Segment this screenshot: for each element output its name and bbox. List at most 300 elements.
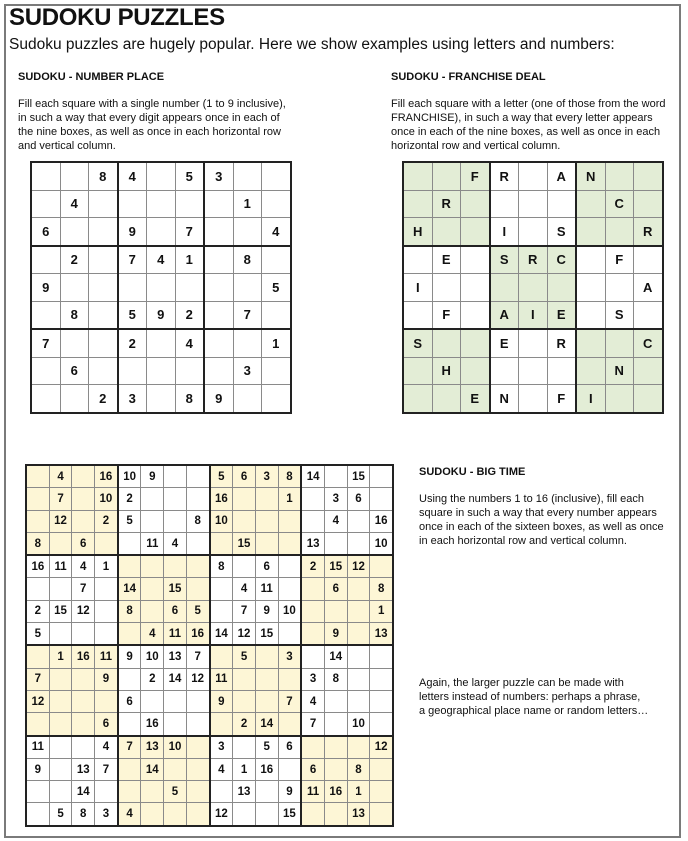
empty-cell[interactable]	[301, 645, 324, 668]
given-cell[interactable]: 9	[31, 274, 60, 302]
empty-cell[interactable]	[141, 781, 164, 803]
empty-cell[interactable]	[233, 668, 256, 690]
empty-cell[interactable]	[31, 357, 60, 385]
given-cell[interactable]: 14	[210, 623, 233, 646]
empty-cell[interactable]	[49, 736, 72, 759]
empty-cell[interactable]	[255, 645, 278, 668]
given-cell[interactable]: 14	[141, 758, 164, 780]
given-cell[interactable]: 14	[255, 713, 278, 736]
empty-cell[interactable]	[89, 218, 118, 246]
empty-cell[interactable]	[461, 357, 490, 385]
empty-cell[interactable]	[262, 385, 291, 413]
empty-cell[interactable]	[605, 385, 634, 413]
given-cell[interactable]: 16	[210, 488, 233, 510]
empty-cell[interactable]	[186, 555, 209, 578]
given-cell[interactable]: N	[490, 385, 519, 413]
empty-cell[interactable]	[370, 781, 393, 803]
given-cell[interactable]: 10	[210, 510, 233, 532]
given-cell[interactable]: 11	[210, 668, 233, 690]
given-cell[interactable]: E	[547, 301, 576, 329]
given-cell[interactable]: 4	[301, 690, 324, 712]
given-cell[interactable]: 13	[233, 781, 256, 803]
empty-cell[interactable]	[31, 190, 60, 218]
given-cell[interactable]: 8	[60, 301, 89, 329]
empty-cell[interactable]	[26, 713, 49, 736]
empty-cell[interactable]	[60, 218, 89, 246]
given-cell[interactable]: F	[605, 246, 634, 274]
empty-cell[interactable]	[204, 246, 233, 274]
empty-cell[interactable]	[278, 758, 301, 780]
given-cell[interactable]: H	[403, 218, 432, 246]
empty-cell[interactable]	[186, 758, 209, 780]
empty-cell[interactable]	[89, 246, 118, 274]
empty-cell[interactable]	[519, 329, 548, 357]
empty-cell[interactable]	[403, 246, 432, 274]
empty-cell[interactable]	[301, 600, 324, 622]
empty-cell[interactable]	[204, 218, 233, 246]
empty-cell[interactable]	[147, 357, 176, 385]
given-cell[interactable]: 11	[141, 532, 164, 555]
given-cell[interactable]: 7	[72, 578, 95, 600]
empty-cell[interactable]	[89, 274, 118, 302]
given-cell[interactable]: 12	[210, 803, 233, 826]
empty-cell[interactable]	[519, 274, 548, 302]
empty-cell[interactable]	[26, 488, 49, 510]
empty-cell[interactable]	[186, 465, 209, 488]
given-cell[interactable]: 11	[26, 736, 49, 759]
empty-cell[interactable]	[175, 274, 204, 302]
empty-cell[interactable]	[576, 246, 605, 274]
empty-cell[interactable]	[186, 578, 209, 600]
given-cell[interactable]: R	[547, 329, 576, 357]
given-cell[interactable]: 1	[347, 781, 370, 803]
given-cell[interactable]: 10	[370, 532, 393, 555]
given-cell[interactable]: 7	[26, 668, 49, 690]
empty-cell[interactable]	[72, 488, 95, 510]
given-cell[interactable]: 7	[175, 218, 204, 246]
given-cell[interactable]: I	[576, 385, 605, 413]
given-cell[interactable]: 10	[278, 600, 301, 622]
empty-cell[interactable]	[204, 329, 233, 357]
empty-cell[interactable]	[210, 600, 233, 622]
empty-cell[interactable]	[147, 218, 176, 246]
empty-cell[interactable]	[147, 385, 176, 413]
given-cell[interactable]: 3	[301, 668, 324, 690]
given-cell[interactable]: 16	[141, 713, 164, 736]
empty-cell[interactable]	[347, 600, 370, 622]
empty-cell[interactable]	[255, 803, 278, 826]
given-cell[interactable]: 8	[278, 465, 301, 488]
given-cell[interactable]: 13	[164, 645, 187, 668]
given-cell[interactable]: 9	[141, 465, 164, 488]
given-cell[interactable]: 16	[324, 781, 347, 803]
empty-cell[interactable]	[301, 488, 324, 510]
empty-cell[interactable]	[118, 532, 141, 555]
given-cell[interactable]: 1	[175, 246, 204, 274]
given-cell[interactable]: 1	[278, 488, 301, 510]
empty-cell[interactable]	[147, 190, 176, 218]
empty-cell[interactable]	[118, 190, 147, 218]
given-cell[interactable]: 11	[95, 645, 118, 668]
empty-cell[interactable]	[175, 357, 204, 385]
empty-cell[interactable]	[210, 532, 233, 555]
empty-cell[interactable]	[461, 190, 490, 218]
given-cell[interactable]: 2	[26, 600, 49, 622]
empty-cell[interactable]	[49, 532, 72, 555]
empty-cell[interactable]	[164, 713, 187, 736]
given-cell[interactable]: 4	[49, 465, 72, 488]
given-cell[interactable]: C	[547, 246, 576, 274]
given-cell[interactable]: 6	[233, 465, 256, 488]
empty-cell[interactable]	[164, 488, 187, 510]
given-cell[interactable]: 9	[278, 781, 301, 803]
given-cell[interactable]: 1	[262, 329, 291, 357]
given-cell[interactable]: 8	[186, 510, 209, 532]
given-cell[interactable]: 16	[186, 623, 209, 646]
given-cell[interactable]: 8	[210, 555, 233, 578]
given-cell[interactable]: S	[490, 246, 519, 274]
empty-cell[interactable]	[278, 623, 301, 646]
empty-cell[interactable]	[519, 162, 548, 190]
given-cell[interactable]: 5	[186, 600, 209, 622]
empty-cell[interactable]	[403, 301, 432, 329]
given-cell[interactable]: 15	[233, 532, 256, 555]
empty-cell[interactable]	[49, 758, 72, 780]
empty-cell[interactable]	[301, 510, 324, 532]
given-cell[interactable]: 15	[164, 578, 187, 600]
empty-cell[interactable]	[164, 690, 187, 712]
empty-cell[interactable]	[605, 274, 634, 302]
empty-cell[interactable]	[634, 246, 663, 274]
empty-cell[interactable]	[255, 690, 278, 712]
empty-cell[interactable]	[95, 690, 118, 712]
given-cell[interactable]: 3	[118, 385, 147, 413]
given-cell[interactable]: 6	[72, 532, 95, 555]
given-cell[interactable]: S	[547, 218, 576, 246]
empty-cell[interactable]	[324, 803, 347, 826]
empty-cell[interactable]	[72, 713, 95, 736]
empty-cell[interactable]	[49, 623, 72, 646]
empty-cell[interactable]	[233, 555, 256, 578]
empty-cell[interactable]	[347, 623, 370, 646]
given-cell[interactable]: N	[605, 357, 634, 385]
empty-cell[interactable]	[370, 645, 393, 668]
empty-cell[interactable]	[26, 578, 49, 600]
empty-cell[interactable]	[26, 465, 49, 488]
empty-cell[interactable]	[370, 690, 393, 712]
empty-cell[interactable]	[60, 385, 89, 413]
given-cell[interactable]: 3	[255, 465, 278, 488]
given-cell[interactable]: R	[432, 190, 461, 218]
empty-cell[interactable]	[347, 532, 370, 555]
empty-cell[interactable]	[301, 623, 324, 646]
empty-cell[interactable]	[403, 162, 432, 190]
empty-cell[interactable]	[210, 713, 233, 736]
empty-cell[interactable]	[72, 465, 95, 488]
empty-cell[interactable]	[576, 190, 605, 218]
empty-cell[interactable]	[95, 781, 118, 803]
given-cell[interactable]: 9	[255, 600, 278, 622]
given-cell[interactable]: R	[490, 162, 519, 190]
given-cell[interactable]: 5	[118, 510, 141, 532]
empty-cell[interactable]	[576, 218, 605, 246]
given-cell[interactable]: 4	[141, 623, 164, 646]
given-cell[interactable]: 16	[95, 465, 118, 488]
empty-cell[interactable]	[301, 736, 324, 759]
given-cell[interactable]: 6	[31, 218, 60, 246]
given-cell[interactable]: 5	[210, 465, 233, 488]
given-cell[interactable]: E	[432, 246, 461, 274]
given-cell[interactable]: N	[576, 162, 605, 190]
given-cell[interactable]: 4	[233, 578, 256, 600]
given-cell[interactable]: 12	[233, 623, 256, 646]
empty-cell[interactable]	[432, 329, 461, 357]
empty-cell[interactable]	[370, 713, 393, 736]
empty-cell[interactable]	[278, 578, 301, 600]
empty-cell[interactable]	[262, 301, 291, 329]
given-cell[interactable]: E	[461, 385, 490, 413]
empty-cell[interactable]	[233, 162, 262, 190]
empty-cell[interactable]	[175, 190, 204, 218]
given-cell[interactable]: 4	[118, 803, 141, 826]
given-cell[interactable]: 10	[347, 713, 370, 736]
empty-cell[interactable]	[547, 357, 576, 385]
empty-cell[interactable]	[60, 329, 89, 357]
given-cell[interactable]: 8	[26, 532, 49, 555]
empty-cell[interactable]	[605, 329, 634, 357]
given-cell[interactable]: 7	[95, 758, 118, 780]
given-cell[interactable]: 11	[49, 555, 72, 578]
given-cell[interactable]: 4	[60, 190, 89, 218]
given-cell[interactable]: S	[605, 301, 634, 329]
given-cell[interactable]: 16	[26, 555, 49, 578]
given-cell[interactable]: 9	[204, 385, 233, 413]
empty-cell[interactable]	[324, 600, 347, 622]
given-cell[interactable]: 8	[72, 803, 95, 826]
empty-cell[interactable]	[89, 357, 118, 385]
given-cell[interactable]: 16	[72, 645, 95, 668]
given-cell[interactable]: 1	[233, 190, 262, 218]
given-cell[interactable]: 6	[60, 357, 89, 385]
given-cell[interactable]: 11	[255, 578, 278, 600]
given-cell[interactable]: 12	[347, 555, 370, 578]
given-cell[interactable]: 5	[49, 803, 72, 826]
empty-cell[interactable]	[95, 623, 118, 646]
empty-cell[interactable]	[324, 736, 347, 759]
empty-cell[interactable]	[186, 713, 209, 736]
empty-cell[interactable]	[72, 510, 95, 532]
empty-cell[interactable]	[204, 274, 233, 302]
given-cell[interactable]: 6	[278, 736, 301, 759]
given-cell[interactable]: 15	[347, 465, 370, 488]
empty-cell[interactable]	[147, 274, 176, 302]
given-cell[interactable]: 6	[301, 758, 324, 780]
empty-cell[interactable]	[432, 218, 461, 246]
given-cell[interactable]: I	[490, 218, 519, 246]
empty-cell[interactable]	[461, 246, 490, 274]
given-cell[interactable]: 13	[347, 803, 370, 826]
given-cell[interactable]: 4	[324, 510, 347, 532]
given-cell[interactable]: 10	[95, 488, 118, 510]
empty-cell[interactable]	[49, 690, 72, 712]
given-cell[interactable]: 8	[175, 385, 204, 413]
given-cell[interactable]: 3	[233, 357, 262, 385]
given-cell[interactable]: 5	[118, 301, 147, 329]
given-cell[interactable]: 5	[26, 623, 49, 646]
empty-cell[interactable]	[634, 162, 663, 190]
given-cell[interactable]: 7	[186, 645, 209, 668]
empty-cell[interactable]	[60, 162, 89, 190]
empty-cell[interactable]	[186, 532, 209, 555]
empty-cell[interactable]	[233, 488, 256, 510]
given-cell[interactable]: S	[403, 329, 432, 357]
given-cell[interactable]: 4	[72, 555, 95, 578]
given-cell[interactable]: 14	[301, 465, 324, 488]
given-cell[interactable]: 8	[347, 758, 370, 780]
given-cell[interactable]: 10	[118, 465, 141, 488]
given-cell[interactable]: 1	[370, 600, 393, 622]
empty-cell[interactable]	[26, 510, 49, 532]
given-cell[interactable]: 7	[301, 713, 324, 736]
empty-cell[interactable]	[490, 274, 519, 302]
given-cell[interactable]: 8	[324, 668, 347, 690]
given-cell[interactable]: 4	[147, 246, 176, 274]
empty-cell[interactable]	[164, 803, 187, 826]
given-cell[interactable]: E	[490, 329, 519, 357]
given-cell[interactable]: 9	[324, 623, 347, 646]
given-cell[interactable]: 9	[147, 301, 176, 329]
empty-cell[interactable]	[490, 190, 519, 218]
empty-cell[interactable]	[278, 668, 301, 690]
given-cell[interactable]: 15	[278, 803, 301, 826]
empty-cell[interactable]	[72, 690, 95, 712]
empty-cell[interactable]	[324, 465, 347, 488]
given-cell[interactable]: 9	[210, 690, 233, 712]
given-cell[interactable]: 3	[324, 488, 347, 510]
empty-cell[interactable]	[186, 803, 209, 826]
empty-cell[interactable]	[89, 190, 118, 218]
given-cell[interactable]: 11	[164, 623, 187, 646]
empty-cell[interactable]	[233, 690, 256, 712]
given-cell[interactable]: 12	[72, 600, 95, 622]
empty-cell[interactable]	[262, 162, 291, 190]
empty-cell[interactable]	[233, 218, 262, 246]
given-cell[interactable]: 6	[347, 488, 370, 510]
empty-cell[interactable]	[403, 190, 432, 218]
given-cell[interactable]: 8	[370, 578, 393, 600]
empty-cell[interactable]	[278, 532, 301, 555]
given-cell[interactable]: 2	[301, 555, 324, 578]
empty-cell[interactable]	[461, 301, 490, 329]
given-cell[interactable]: 12	[186, 668, 209, 690]
given-cell[interactable]: 4	[210, 758, 233, 780]
empty-cell[interactable]	[370, 758, 393, 780]
given-cell[interactable]: I	[519, 301, 548, 329]
empty-cell[interactable]	[233, 274, 262, 302]
given-cell[interactable]: 7	[233, 301, 262, 329]
empty-cell[interactable]	[164, 758, 187, 780]
given-cell[interactable]: F	[547, 385, 576, 413]
given-cell[interactable]: 13	[72, 758, 95, 780]
given-cell[interactable]: 15	[49, 600, 72, 622]
empty-cell[interactable]	[60, 274, 89, 302]
given-cell[interactable]: 3	[204, 162, 233, 190]
empty-cell[interactable]	[233, 385, 262, 413]
empty-cell[interactable]	[49, 668, 72, 690]
empty-cell[interactable]	[347, 668, 370, 690]
empty-cell[interactable]	[118, 274, 147, 302]
empty-cell[interactable]	[255, 510, 278, 532]
empty-cell[interactable]	[403, 357, 432, 385]
empty-cell[interactable]	[432, 274, 461, 302]
given-cell[interactable]: 3	[210, 736, 233, 759]
given-cell[interactable]: 16	[255, 758, 278, 780]
empty-cell[interactable]	[519, 218, 548, 246]
empty-cell[interactable]	[519, 385, 548, 413]
empty-cell[interactable]	[301, 578, 324, 600]
empty-cell[interactable]	[72, 736, 95, 759]
empty-cell[interactable]	[164, 510, 187, 532]
given-cell[interactable]: 4	[118, 162, 147, 190]
empty-cell[interactable]	[141, 488, 164, 510]
empty-cell[interactable]	[370, 668, 393, 690]
given-cell[interactable]: 12	[26, 690, 49, 712]
given-cell[interactable]: 6	[118, 690, 141, 712]
empty-cell[interactable]	[141, 555, 164, 578]
empty-cell[interactable]	[324, 532, 347, 555]
empty-cell[interactable]	[186, 690, 209, 712]
empty-cell[interactable]	[347, 578, 370, 600]
given-cell[interactable]: 4	[95, 736, 118, 759]
empty-cell[interactable]	[26, 803, 49, 826]
empty-cell[interactable]	[210, 578, 233, 600]
given-cell[interactable]: 6	[324, 578, 347, 600]
empty-cell[interactable]	[576, 329, 605, 357]
given-cell[interactable]: 11	[301, 781, 324, 803]
given-cell[interactable]: 5	[255, 736, 278, 759]
empty-cell[interactable]	[370, 803, 393, 826]
given-cell[interactable]: 8	[118, 600, 141, 622]
given-cell[interactable]: C	[634, 329, 663, 357]
empty-cell[interactable]	[262, 190, 291, 218]
empty-cell[interactable]	[118, 781, 141, 803]
empty-cell[interactable]	[605, 218, 634, 246]
empty-cell[interactable]	[26, 645, 49, 668]
empty-cell[interactable]	[186, 781, 209, 803]
empty-cell[interactable]	[634, 190, 663, 218]
empty-cell[interactable]	[461, 218, 490, 246]
given-cell[interactable]: 8	[89, 162, 118, 190]
empty-cell[interactable]	[164, 555, 187, 578]
empty-cell[interactable]	[278, 555, 301, 578]
given-cell[interactable]: H	[432, 357, 461, 385]
empty-cell[interactable]	[31, 162, 60, 190]
given-cell[interactable]: 6	[255, 555, 278, 578]
empty-cell[interactable]	[118, 357, 147, 385]
empty-cell[interactable]	[634, 301, 663, 329]
given-cell[interactable]: 4	[175, 329, 204, 357]
given-cell[interactable]: 6	[95, 713, 118, 736]
empty-cell[interactable]	[576, 357, 605, 385]
empty-cell[interactable]	[204, 301, 233, 329]
empty-cell[interactable]	[461, 274, 490, 302]
empty-cell[interactable]	[255, 781, 278, 803]
given-cell[interactable]: 3	[278, 645, 301, 668]
given-cell[interactable]: 9	[118, 645, 141, 668]
given-cell[interactable]: C	[605, 190, 634, 218]
empty-cell[interactable]	[31, 385, 60, 413]
empty-cell[interactable]	[31, 301, 60, 329]
